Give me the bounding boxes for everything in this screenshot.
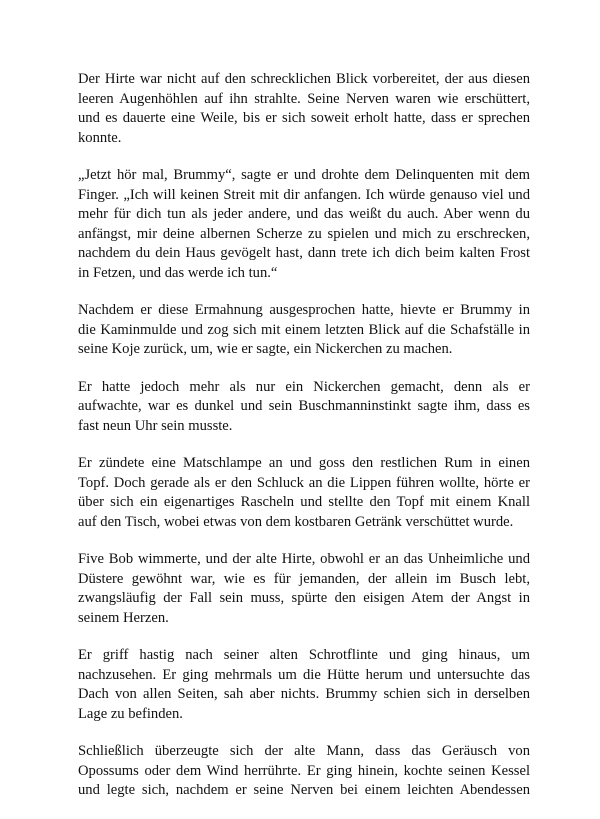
- paragraph-2: [78, 166, 530, 283]
- paragraph-7: [78, 646, 530, 724]
- text-line: mehr für dich tun als jeder andere, und das weißt du auch. Aber wenn du: [78, 206, 530, 222]
- text-line: Er hatte jedoch mehr als nur ein Nickerchen gemacht, denn als er: [78, 378, 530, 395]
- text-line: fast neun Uhr sein musste.: [78, 417, 233, 434]
- text-line: und legte sich, nachdem er seine Nerven bei einem leichten Abendessen: [78, 782, 530, 798]
- paragraph-8: [78, 742, 530, 801]
- text-line: und es dauerte eine Weile, bis er sich soweit erholt hatte, dass er sprechen: [78, 110, 530, 126]
- text-line: nachdem du dein Haus gevögelt hast, dann trete ich dich beim kalten Frost: [78, 245, 530, 261]
- text-line: Five Bob wimmerte, und der alte Hirte, obwohl er an das Unheimliche und: [78, 551, 530, 567]
- text-line: „Jetzt hör mal, Brummy“, sagte er und drohte dem Delinquenten mit dem: [78, 167, 530, 183]
- text-line: Dach von allen Seiten, sah aber nichts. Brummy schien sich in derselben: [78, 686, 530, 702]
- text-line: konnte.: [78, 129, 122, 146]
- paragraph-6: [78, 550, 530, 628]
- text-line: Der Hirte war nicht auf den schrecklichen Blick vorbereitet, der aus diesen: [78, 71, 530, 87]
- document-body: [78, 70, 530, 819]
- paragraph-4: [78, 378, 530, 437]
- text-line: die Kaminmulde und zog sich mit einem letzten Blick auf die Schafställe in: [78, 321, 530, 338]
- text-line: Lage zu befinden.: [78, 705, 183, 722]
- text-line: Er griff hastig nach seiner alten Schrotflinte und ging hinaus, um: [78, 647, 530, 663]
- text-line: anfängst, mir deine albernen Scherze zu spielen und mich zu erschrecken,: [78, 225, 530, 242]
- text-line: nachzusehen. Er ging mehrmals um die Hütte herum und untersuchte das: [78, 666, 530, 683]
- text-line: in Fetzen, und das werde ich tun.“: [78, 264, 278, 281]
- paragraph-1: [78, 70, 530, 148]
- text-line: Er zündete eine Matschlampe an und goss den restlichen Rum in einen: [78, 455, 530, 471]
- text-line: zwangsläufig der Fall sein muss, spürte den eisigen Atem der Angst in: [78, 590, 530, 606]
- text-line: Finger. „Ich will keinen Streit mit dir anfangen. Ich würde genauso viel und: [78, 186, 530, 203]
- text-line: über sich ein eigenartiges Rascheln und stellte den Topf mit einem Knall: [78, 494, 530, 510]
- paragraph-3: [78, 301, 530, 360]
- text-line: leeren Augenhöhlen auf ihn strahlte. Seine Nerven waren wie erschüttert,: [78, 90, 530, 107]
- text-line: Schließlich überzeugte sich der alte Mann, dass das Geräusch von: [78, 743, 530, 759]
- text-line: aufwachte, war es dunkel und sein Buschmanninstinkt sagte ihm, dass es: [78, 398, 530, 414]
- text-line: Topf. Doch gerade als er den Schluck an die Lippen führen wollte, hörte er: [78, 474, 530, 491]
- paragraph-5: [78, 454, 530, 532]
- text-line: Düstere gewöhnt war, wie es für jemanden, der allein im Busch lebt,: [78, 570, 530, 587]
- text-line: seinem Herzen.: [78, 609, 169, 626]
- text-line: Nachdem er diese Ermahnung ausgesprochen hatte, hievte er Brummy in: [78, 302, 530, 318]
- text-line: Opossums oder dem Wind herrührte. Er ging hinein, kochte seinen Kessel: [78, 762, 530, 779]
- text-line: seine Koje zurück, um, wie er sagte, ein Nickerchen zu machen.: [78, 341, 453, 357]
- text-line: auf den Tisch, wobei etwas von dem kostbaren Getränk verschüttet wurde.: [78, 513, 514, 530]
